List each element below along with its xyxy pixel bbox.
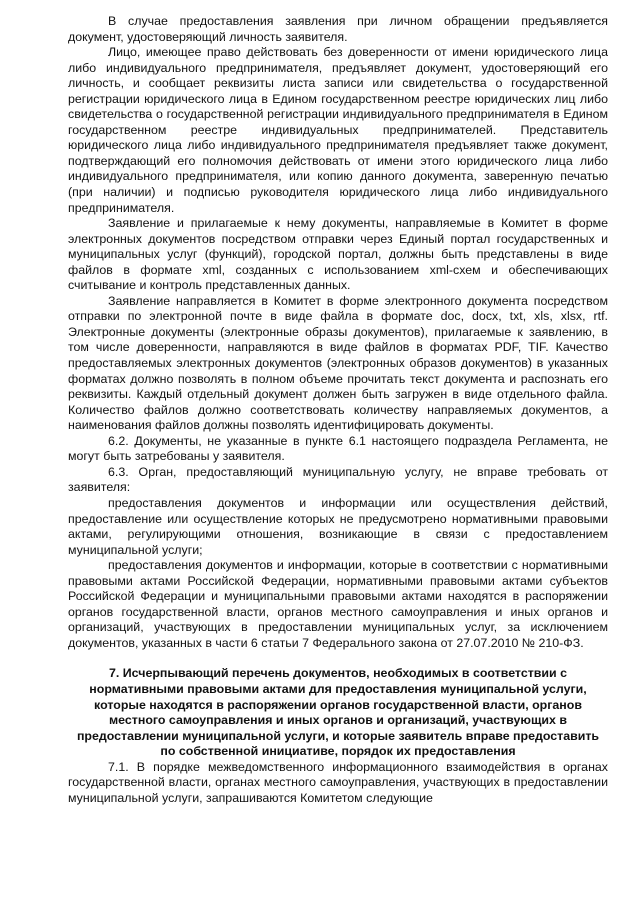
paragraph-email-submission: Заявление направляется в Комитет в форме электронного документа посредством отправки по электронной почте в виде файла в формате doc, docx, txt, xls, xlsx, rtf. Электронные документы (электронные образы документов), прилагаемые к заявлению, в том числе доверенности, направляются в виде файлов в форматах PDF, TIF. Качество предоставляемых электронных документов (электронных образов документов) в указанных форматах должно позволять в полном объеме прочитать текст документа и распознать его реквизиты. Каждый отдельный документ должен быть загружен в виде отдельного файла. Количество файлов должно соответствовать количеству направляемых документов, а наименования файлов должны позволять идентифицировать документы. — [68, 293, 608, 433]
paragraph-6-2: 6.2. Документы, не указанные в пункте 6.1 настоящего подраздела Регламента, не могут быть затребованы у заявителя. — [68, 433, 608, 464]
paragraph-6-3-item-1: предоставления документов и информации или осуществления действий, предоставление или осуществление которых не предусмотрено нормативными правовыми актами, регулирующими отношения, возникающие в связи с предоставлением муниципальной услуги; — [68, 495, 608, 557]
paragraph-7-1: 7.1. В порядке межведомственного информационного взаимодействия в органах государственной власти, органах местного самоуправления, участвующих в предоставлении муниципальной услуги, запрашиваются Комитетом следующие — [68, 759, 608, 805]
document-page — [68, 14, 608, 806]
section-7-heading: 7. Исчерпывающий перечень документов, необходимых в соответствии с нормативными правовыми актами для предоставления муниципальной услуги, которые находятся в распоряжении органов государственной власти, органов местного самоуправления и иных органов и организаций, участвующих в предоставлении муниципальной услуги, и которые заявитель вправе предоставить по собственной инициативе, порядок их предоставления — [76, 666, 600, 759]
paragraph-personal-visit: В случае предоставления заявления при личном обращении предъявляется документ, удостоверяющий личность заявителя. — [68, 14, 608, 44]
section-gap — [68, 651, 608, 666]
paragraph-6-3-item-2: предоставления документов и информации, которые в соответствии с нормативными правовыми актами Российской Федерации, нормативными правовыми актами субъектов Российской Федерации и муниципальными правовыми актами находятся в распоряжении органов государственной власти, органов местного самоуправления и иных органов и организаций, участвующих в предоставлении муниципальных услуг, за исключением документов, указанных в части 6 статьи 7 Федерального закона от 27.07.2010 № 210-ФЗ. — [68, 558, 608, 650]
paragraph-6-3: 6.3. Орган, предоставляющий муниципальную услугу, не вправе требовать от заявителя: — [68, 464, 608, 495]
paragraph-electronic-portal: Заявление и прилагаемые к нему документы, направляемые в Комитет в форме электронных документов посредством отправки через Единый портал государственных и муниципальных услуг (функций), городской портал, должны быть представлены в виде файлов в формате xml, созданных с использованием xml-схем и обеспечивающих считывание и контроль представленных данных. — [68, 216, 608, 293]
paragraph-legal-entity-representative: Лицо, имеющее право действовать без доверенности от имени юридического лица либо индивидуального предпринимателя, предъявляет документ, удостоверяющий его личность, и сообщает реквизиты листа записи или свидетельства о государственной регистрации юридического лица в Едином государственном реестре юридических лиц либо свидетельства о государственной регистрации индивидуального предпринимателя в Едином государственном реестре индивидуальных предпринимателей. Представитель юридического лица либо индивидуального предпринимателя предъявляет также документ, подтверждающий его полномочия действовать от имени этого юридического лица либо индивидуального предпринимателя, или копию данного документа, заверенную печатью (при наличии) и подписью руководителя юридического лица либо индивидуального предпринимателя. — [68, 45, 608, 215]
